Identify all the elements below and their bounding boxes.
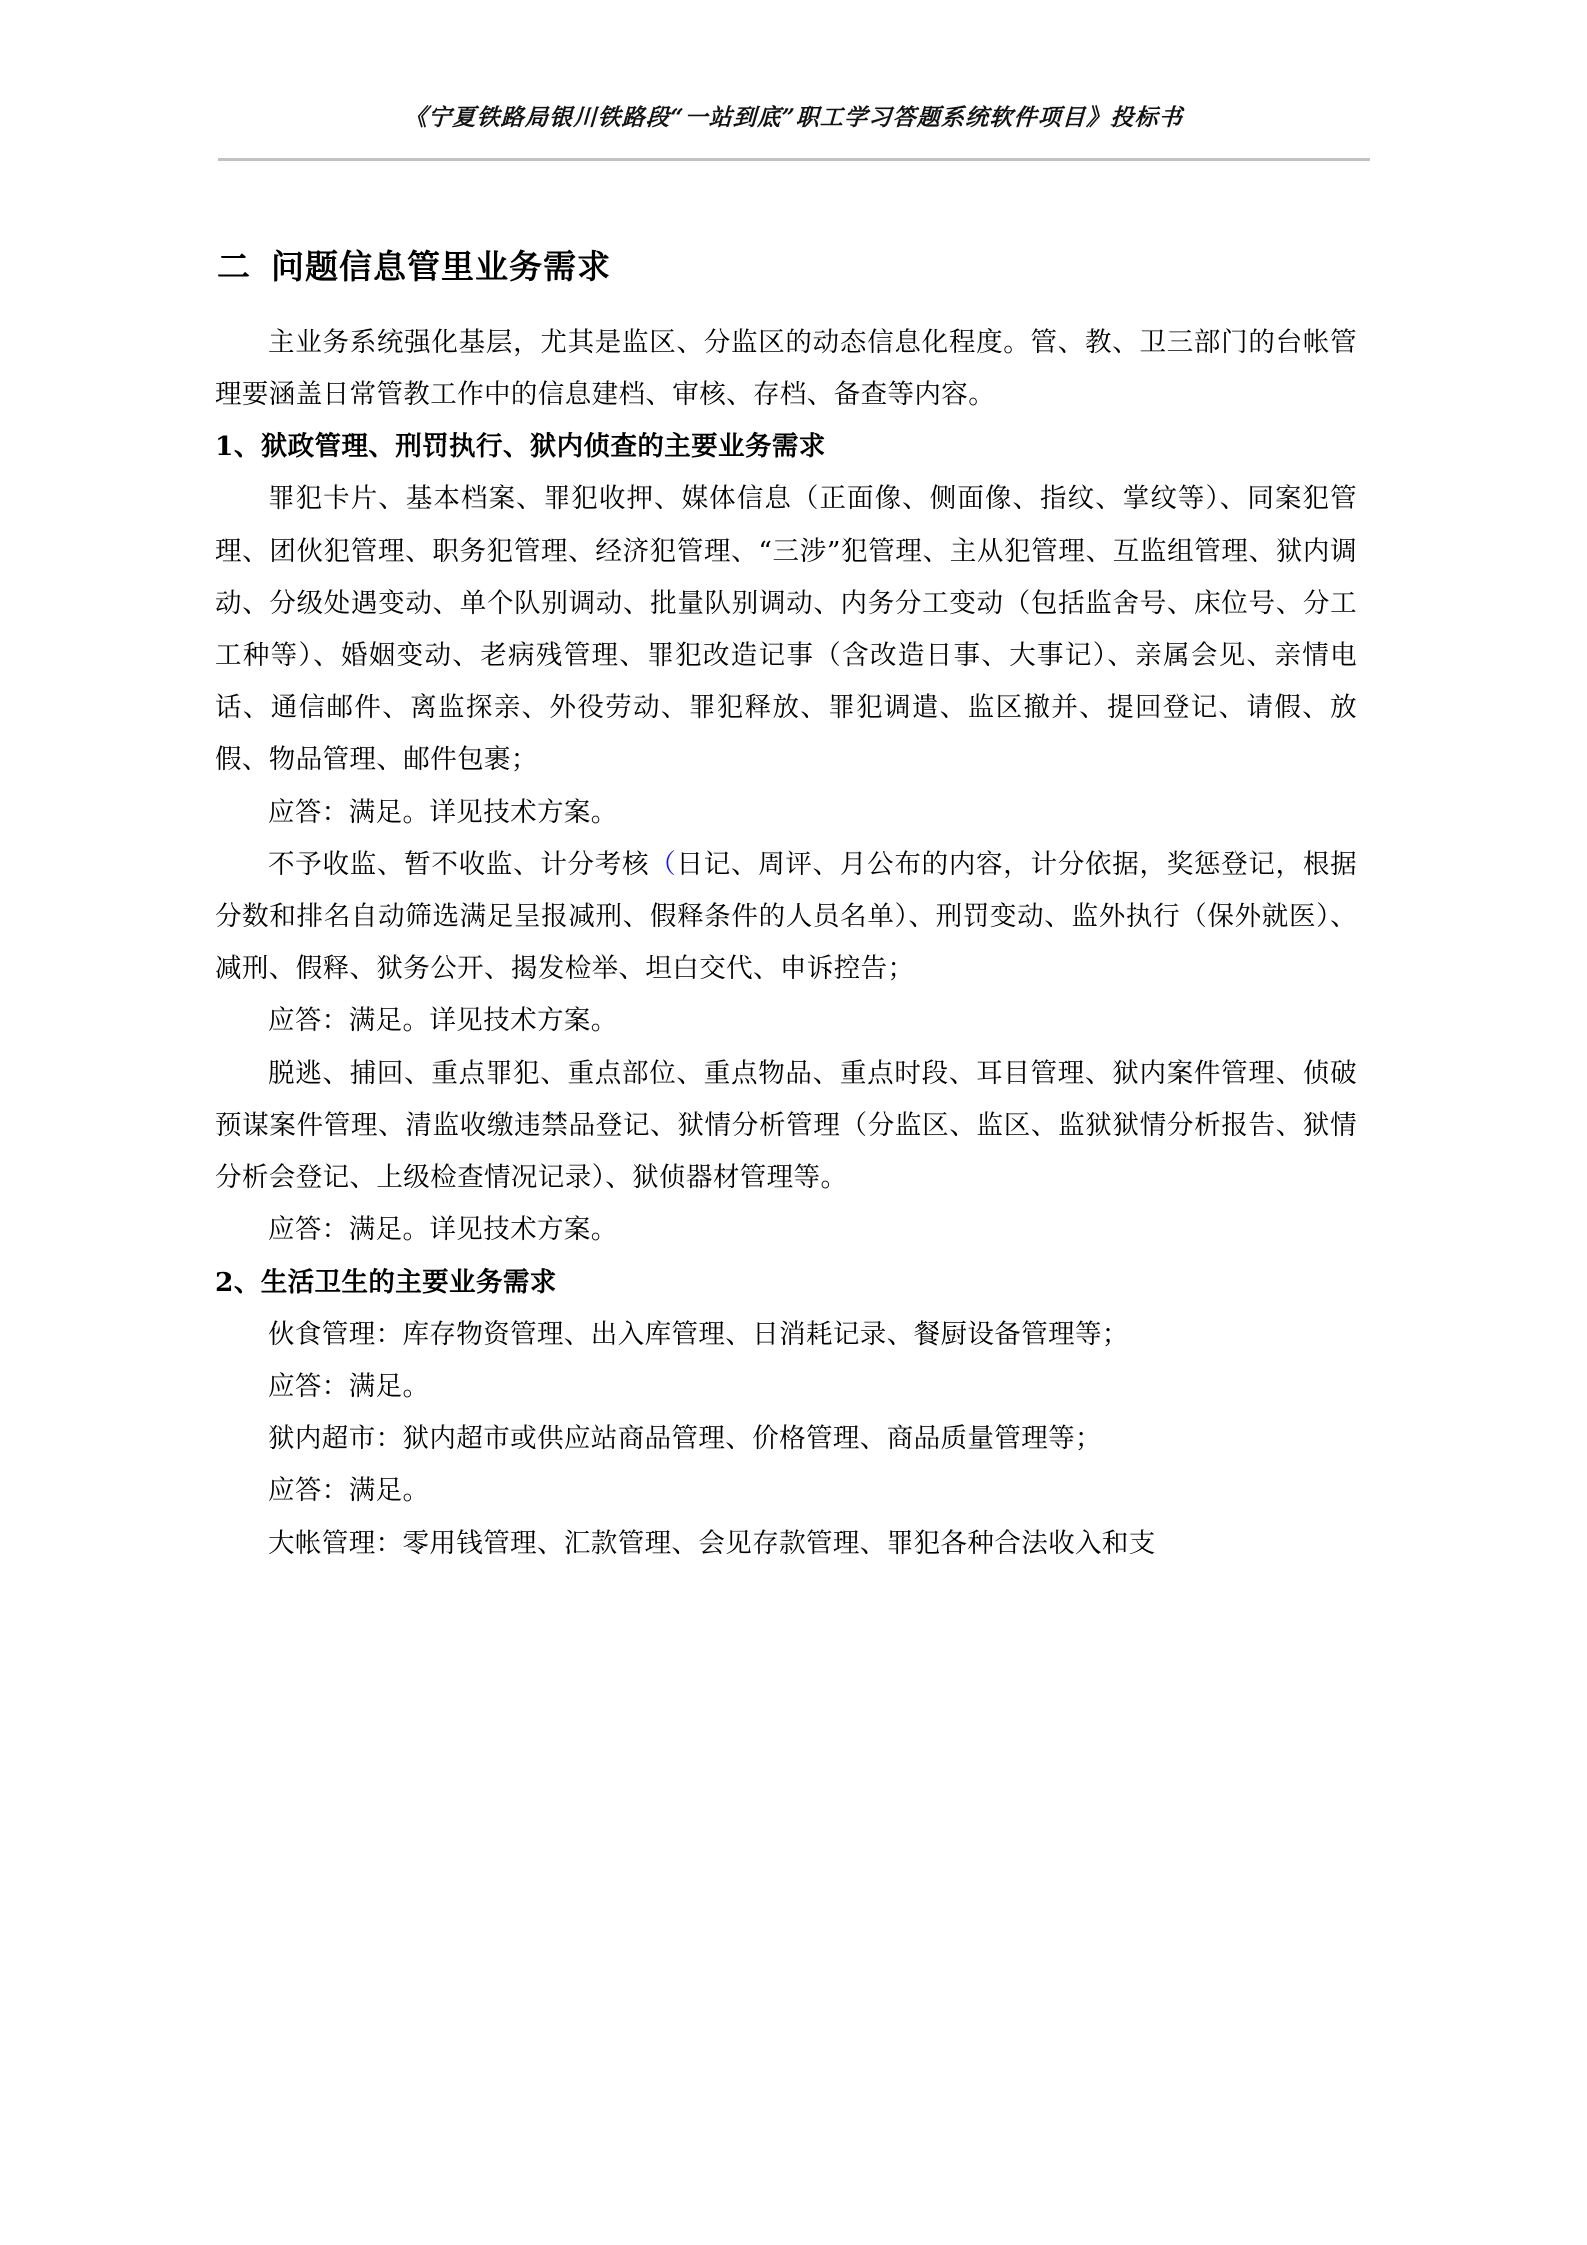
section-1-paragraph-1: 罪犯卡片、基本档案、罪犯收押、媒体信息（正面像、侧面像、指纹、掌纹等）、同案犯管理、团伙犯管理、职务犯管理、经济犯管理、“三涉”犯管理、主从犯管理、互监组管理、狱内调动、分级处遇变动、单个队别调动、批量队别调动、内务分工变动（包括监舍号、床位号、分工工种等）、婚姻变动、老病残管理、罪犯改造记事（含改造日事、大事记）、亲属会见、亲情电话、通信邮件、离监探亲、外役劳动、罪犯释放、罪犯调遣、监区撤并、提回登记、请假、放假、物品管理、邮件包裹； xyxy=(215,483,1357,776)
document-body xyxy=(215,243,1357,1570)
section-heading-1: 1、狱政管理、刑罚执行、狱内侦查的主要业务需求 xyxy=(215,431,826,463)
section-1-paragraph-2-after: 日记、周评、月公布的内容，计分依据，奖惩登记，根据分数和排名自动筛选满足呈报减刑、假释条件的人员名单）、刑罚变动、监外执行（保外就医）、减刑、假释、狱务公开、揭发检举、坦白交代、申诉控告； xyxy=(215,848,1357,985)
section-1-reply-1: 应答：满足。详见技术方案。 xyxy=(268,796,618,828)
section-2-item-2: 狱内超市：狱内超市或供应站商品管理、价格管理、商品质量管理等； xyxy=(268,1423,1102,1455)
section-1-paragraph-2-before: 不予收监、暂不收监、计分考核 xyxy=(268,848,650,880)
header-divider-rule xyxy=(218,158,1370,161)
section-1-paragraph-2 xyxy=(215,839,1357,996)
section-2-reply-1: 应答：满足。 xyxy=(268,1370,430,1402)
section-1-reply-3: 应答：满足。详见技术方案。 xyxy=(268,1214,618,1246)
section-2-reply-2: 应答：满足。 xyxy=(268,1475,430,1507)
page-title-number: 二 xyxy=(217,247,251,286)
section-2-item-3: 大帐管理：零用钱管理、汇款管理、会见存款管理、罪犯各种合法收入和支 xyxy=(268,1527,1156,1559)
page-title xyxy=(215,243,1357,291)
section-1-paragraph-3: 脱逃、捕回、重点罪犯、重点部位、重点物品、重点时段、耳目管理、狱内案件管理、侦破预谋案件管理、清监收缴违禁品登记、狱情分析管理（分监区、监区、监狱狱情分析报告、狱情分析会登记、上级检查情况记录）、狱侦器材管理等。 xyxy=(215,1057,1357,1194)
page-title-text: 问题信息管里业务需求 xyxy=(271,247,611,286)
section-2-item-1: 伙食管理：库存物资管理、出入库管理、日消耗记录、餐厨设备管理等； xyxy=(268,1318,1129,1350)
section-heading-2: 2、生活卫生的主要业务需求 xyxy=(215,1266,557,1298)
intro-paragraph: 主业务系统强化基层，尤其是监区、分监区的动态信息化程度。管、教、卫三部门的台帐管理要涵盖日常管教工作中的信息建档、审核、存档、备查等内容。 xyxy=(215,326,1357,411)
page-header xyxy=(0,0,1587,161)
blue-edit-paren-mark: （ xyxy=(649,848,677,880)
section-1-reply-2: 应答：满足。详见技术方案。 xyxy=(268,1005,618,1037)
running-header-title: 《宁夏铁路局银川铁路段“一站到底”职工学习答题系统软件项目》投标书 xyxy=(403,104,1184,131)
